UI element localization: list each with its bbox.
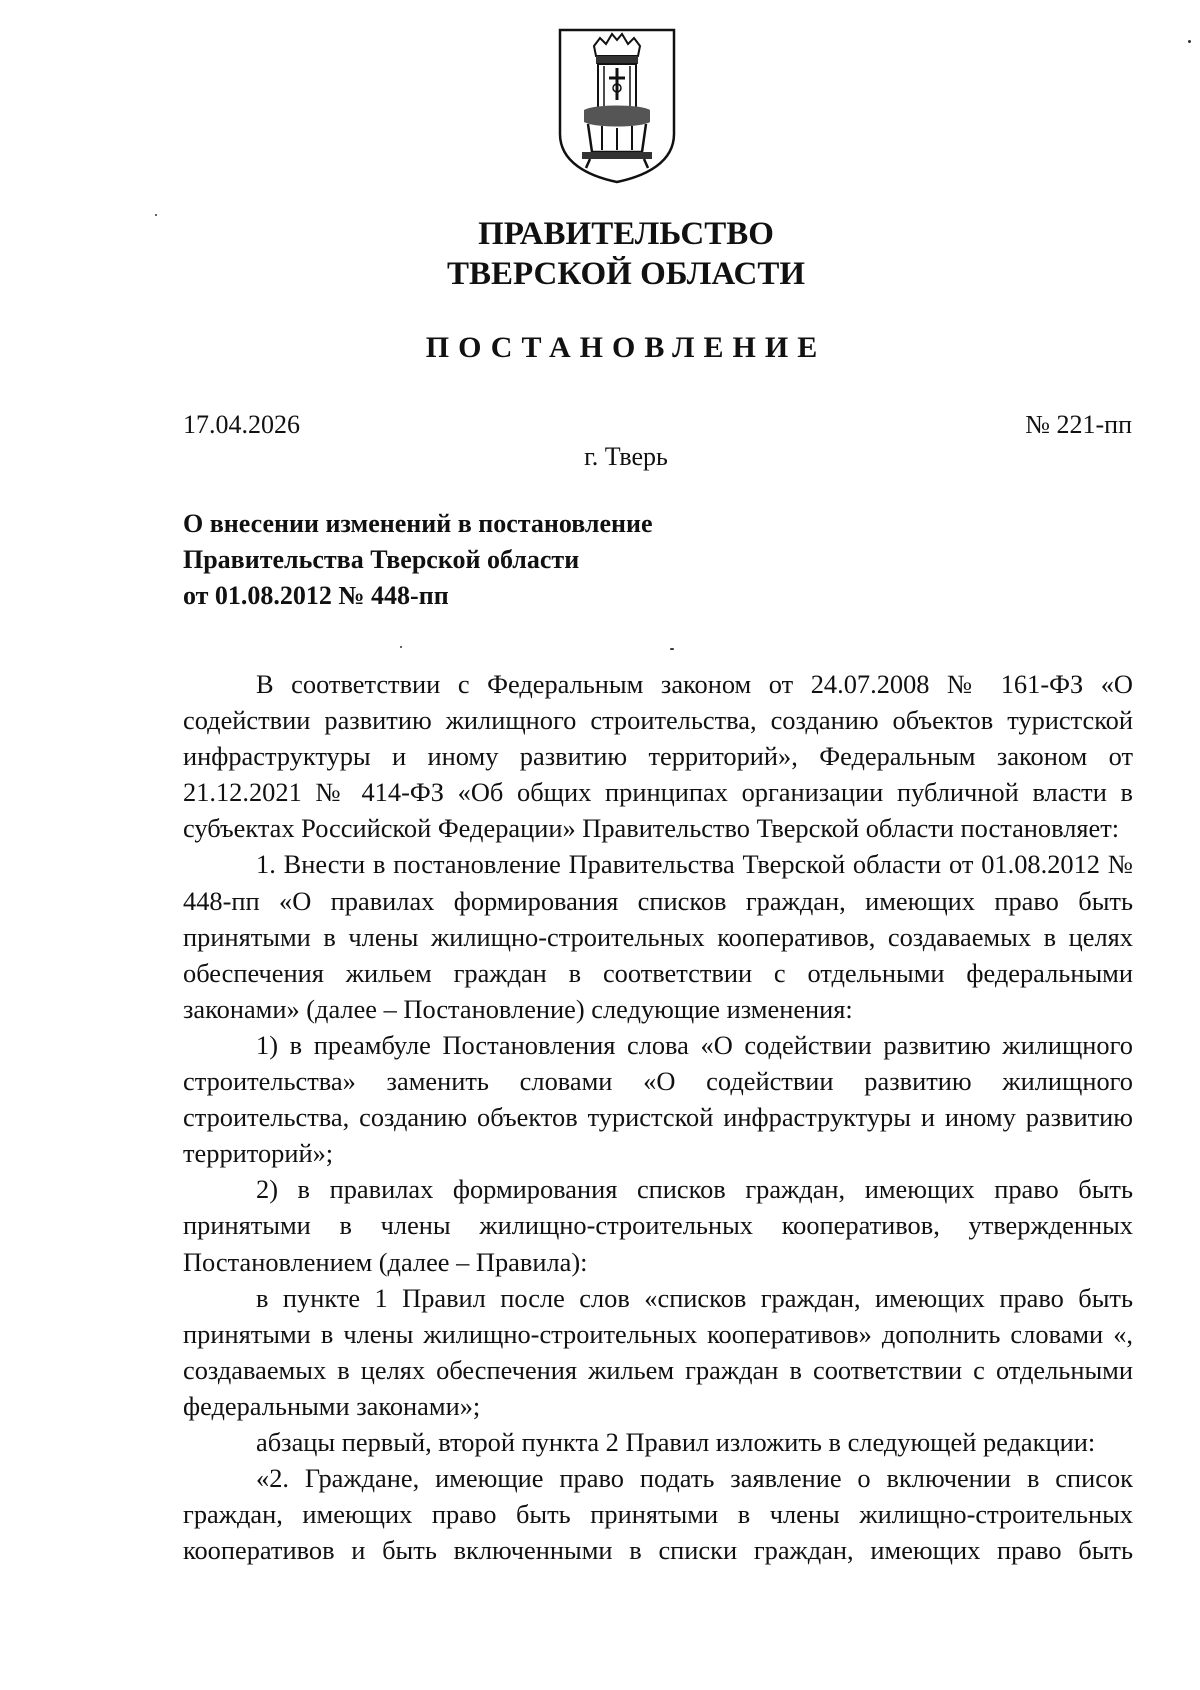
scan-speck [1188,40,1191,43]
paragraph-item-1: 1. Внести в постановление Правительства Тверской области от 01.08.2012 № 448-пп «О правилах формирования списков граждан, имеющих право быть принятыми в члены жилищно-строительных кооперативов, создаваемых в целях обеспечения жильем граждан в соответствии с отдельными федеральными законами» (далее – Постановление) следующие изменения: [183,849,1133,1024]
document-body [183,666,1133,1568]
subject-line3: от 01.08.2012 № 448-пп [183,581,449,610]
organization-name-line1: ПРАВИТЕЛЬСТВО [478,216,774,252]
scan-speck [670,648,674,650]
paragraph-subitem-2: 2) в правилах формирования списков граждан, имеющих право быть принятыми в члены жилищно-строительных кооперативов, утвержденных Постановлением (далее – Правила): [183,1174,1133,1277]
organization-name-line2: ТВЕРСКОЙ ОБЛАСТИ [446,256,806,292]
paragraph-rule-2-change: абзацы первый, второй пункта 2 Правил изложить в следующей редакции: [256,1426,1096,1457]
subject-line1: О внесении изменений в постановление [183,509,653,538]
paragraph-subitem-1: 1) в преамбуле Постановления слова «О содействии развитию жилищного строительства» заменить словами «О содействии развитию жилищного строительства, созданию объектов туристской инфраструктуры и иному развитию территорий»; [183,1029,1133,1169]
paragraph-rule-1-change: в пункте 1 Правил после слов «списков граждан, имеющих право быть принятыми в члены жилищно-строительных кооперативов» дополнить словами «, создаваемых в целях обеспечения жильем граждан в соответствии с отдельными федеральными законами»; [183,1282,1133,1421]
document-subject [183,506,653,614]
paragraph-preamble: В соответствии с Федеральным законом от 24.07.2008 № 161-ФЗ «О содействии развитию жилищного строительства, созданию объектов туристской инфраструктуры и иному развитию территорий», Федеральным законом от 21.12.2021 № 414-ФЗ «Об общих принципах организации публичной власти в субъектах Российской Федерации» Правительство Тверской области постановляет: [183,669,1133,844]
tver-coat-of-arms-icon [554,26,680,184]
scan-speck [400,646,402,648]
scan-speck [155,214,157,216]
paragraph-rule-2-text: «2. Граждане, имеющие право подать заявление о включении в список граждан, имеющих право быть принятыми в члены жилищно-строительных кооперативов и быть включенными в списки граждан, имеющих право быть [183,1463,1133,1566]
subject-line2: Правительства Тверской области [183,545,580,574]
document-type-title: ПОСТАНОВЛЕНИЕ [425,331,827,364]
document-city: г. Тверь [584,442,668,471]
document-number: № 221-пп [1025,410,1132,439]
document-date: 17.04.2026 [183,410,300,439]
